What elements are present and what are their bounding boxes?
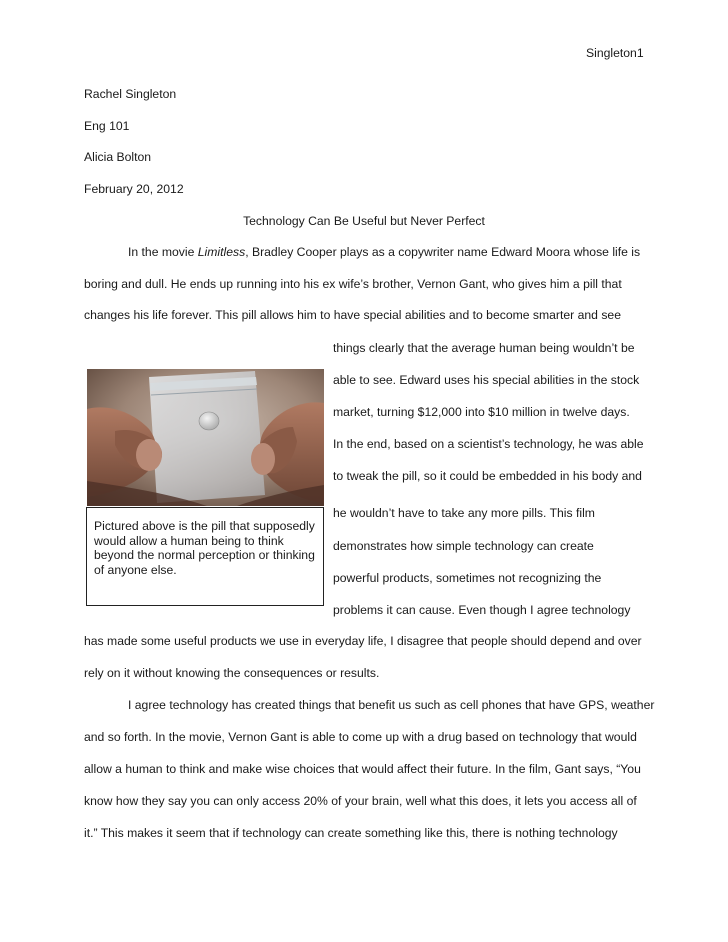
paragraph-line: it.” This makes it seem that if technology can create something like this, there is nothing technology <box>84 826 618 840</box>
paragraph-line: rely on it without knowing the consequences or results. <box>84 666 380 680</box>
paragraph-line: has made some useful products we use in everyday life, I disagree that people should depend and over <box>84 634 642 648</box>
film-title: Limitless <box>197 245 246 259</box>
essay-date: February 20, 2012 <box>84 182 184 196</box>
text-run: In the movie <box>128 245 198 259</box>
paragraph-line: In the end, based on a scientist’s technology, he was able <box>333 437 644 451</box>
paragraph-line: he wouldn’t have to take any more pills. This film <box>333 506 595 520</box>
figure-caption-box <box>86 507 324 606</box>
essay-title: Technology Can Be Useful but Never Perfect <box>243 214 485 228</box>
paragraph-line: things clearly that the average human being wouldn’t be <box>333 341 635 355</box>
running-head: Singleton1 <box>586 46 644 60</box>
paragraph-line <box>128 244 640 260</box>
paragraph-line: to tweak the pill, so it could be embedded in his body and <box>333 469 642 483</box>
pill-photo-graphic <box>87 369 324 506</box>
paragraph-line: I agree technology has created things that benefit us such as cell phones that have GPS, weather <box>128 698 655 712</box>
instructor-name: Alicia Bolton <box>84 150 152 164</box>
course-name: Eng 101 <box>84 119 130 133</box>
paragraph-line: know how they say you can only access 20% of your brain, well what this does, it lets you access all of <box>84 794 637 808</box>
paragraph-line: demonstrates how simple technology can create <box>333 539 594 553</box>
author-name: Rachel Singleton <box>84 87 177 101</box>
figure-caption: Pictured above is the pill that supposedly would allow a human being to think beyond the normal perception or thinking of anyone else. <box>94 519 315 577</box>
paragraph-line: market, turning $12,000 into $10 million in twelve days. <box>333 405 630 419</box>
paragraph-line: problems it can cause. Even though I agree technology <box>333 603 631 617</box>
paragraph-line: allow a human to think and make wise choices that would affect their future. In the film, Gant says, “You <box>84 762 641 776</box>
paragraph-line: and so forth. In the movie, Vernon Gant is able to come up with a drug based on technology that would <box>84 730 637 744</box>
paragraph-line: changes his life forever. This pill allows him to have special abilities and to become smarter and see <box>84 308 621 322</box>
paragraph-line: able to see. Edward uses his special abilities in the stock <box>333 373 640 387</box>
text-run: , Bradley Cooper plays as a copywriter name Edward Moora whose life is <box>245 245 641 259</box>
pill-photo <box>87 369 324 506</box>
paragraph-line: powerful products, sometimes not recognizing the <box>333 571 602 585</box>
paragraph-line: boring and dull. He ends up running into his ex wife’s brother, Vernon Gant, who gives him a pill that <box>84 277 622 291</box>
